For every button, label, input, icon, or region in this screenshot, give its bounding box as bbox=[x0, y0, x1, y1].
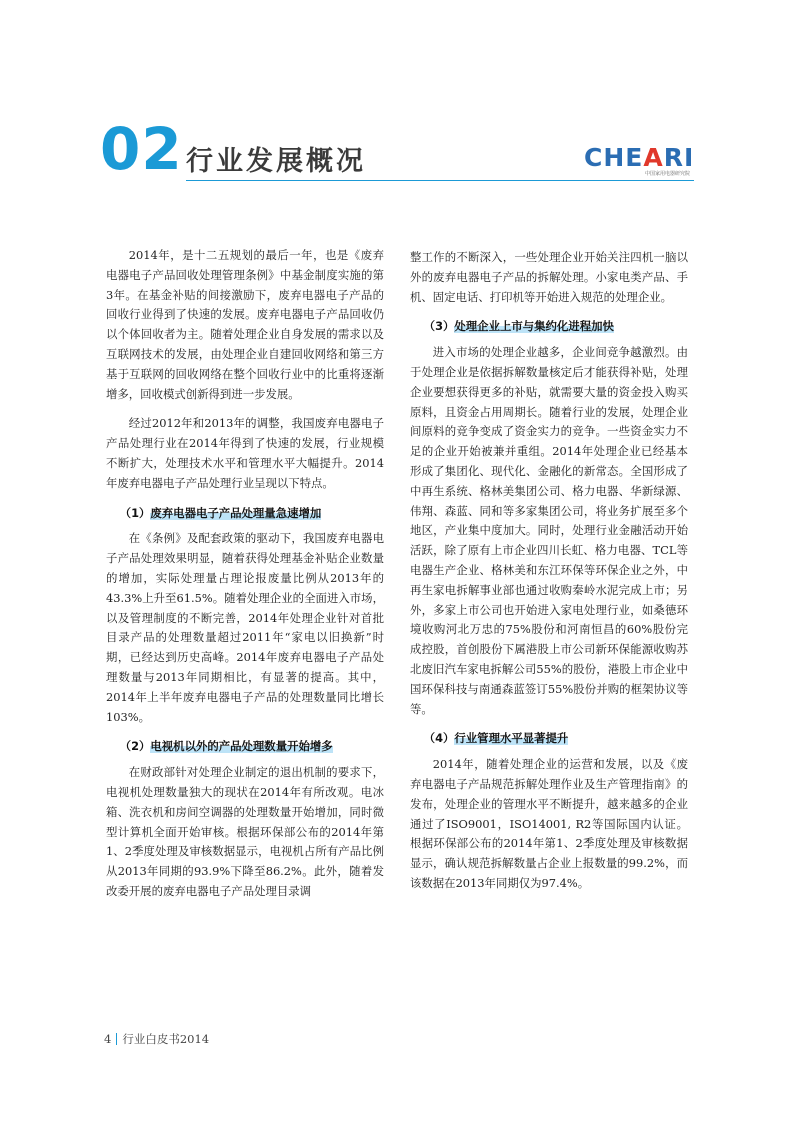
section-heading-2-text: 电视机以外的产品处理数量开始增多 bbox=[150, 739, 333, 754]
logo-wordmark bbox=[584, 145, 694, 171]
header-rule bbox=[186, 180, 694, 181]
section-heading-4 bbox=[410, 729, 688, 749]
right-paragraph-1: 整工作的不断深入，一些处理企业开始关注四机一脑以外的废弃电器电子产品的拆解处理。小家电类产品、手机、固定电话、打印机等开始进入规范的处理企业。 bbox=[410, 250, 688, 304]
section-heading-3 bbox=[410, 317, 688, 337]
cheari-logo bbox=[584, 145, 694, 179]
section-heading-1 bbox=[106, 504, 384, 524]
section-heading-4-number: （4） bbox=[423, 731, 455, 746]
section-heading-2-number: （2） bbox=[119, 739, 151, 754]
footer-separator bbox=[116, 1033, 117, 1045]
section-heading-1-number: （1） bbox=[119, 505, 151, 520]
section-heading-2 bbox=[106, 737, 384, 757]
publication-name: 行业白皮书2014 bbox=[122, 1032, 210, 1046]
section-heading-1-text: 废弃电器电子产品处理量急速增加 bbox=[150, 505, 322, 520]
section-heading-3-text: 处理企业上市与集约化进程加快 bbox=[454, 319, 614, 334]
chapter-title: 行业发展概况 bbox=[186, 146, 366, 177]
left-paragraph-3: 在《条例》及配套政策的驱动下，我国废弃电器电子产品处理效果明显，随着获得处理基金补贴企业数量的增加，实际处理量占理论报废量比例从2013年的43.3%上升至61.5%。随着处理企业的全面进入市场，以及管理制度的不断完善，2014年处理企业针对首批目录产品的处理数量超过2011年“家电以旧换新”时期，已经达到历史高峰。2014年废弃电器电子产品处理数量与2013年同期相比，有显著的提高。其中，2014年上半年废弃电器电子产品的处理数量同比增长103%。 bbox=[106, 531, 384, 724]
page-footer bbox=[104, 1032, 209, 1046]
left-paragraph-2: 经过2012年和2013年的调整，我国废弃电器电子产品处理行业在2014年得到了快速的发展，行业规模不断扩大，处理技术水平和管理水平大幅提升。2014年废弃电器电子产品处理行业呈现以下特点。 bbox=[106, 416, 384, 490]
left-column bbox=[106, 246, 384, 912]
page-number: 4 bbox=[104, 1032, 112, 1046]
left-paragraph-1: 2014年，是十二五规划的最后一年，也是《废弃电器电子产品回收处理管理条例》中基金制度实施的第3年。在基金补贴的间接激励下，废弃电器电子产品的回收行业得到了快速的发展。废弃电器电子产品回收仍以个体回收者为主。随着处理企业自身发展的需求以及互联网技术的发展，由处理企业自建回收网络和第三方基于互联网的回收网络在整个回收行业中的比重将逐渐增多，回收模式创新得到进一步发展。 bbox=[106, 248, 384, 401]
right-column bbox=[410, 248, 688, 904]
logo-main-a: CHE bbox=[584, 143, 644, 172]
logo-accent-letter: A bbox=[643, 143, 664, 172]
chapter-number: 02 bbox=[100, 115, 183, 183]
right-paragraph-3: 2014年，随着处理企业的运营和发展，以及《废弃电器电子产品规范拆解处理作业及生产管理指南》的发布，处理企业的管理水平不断提升，越来越多的企业通过了ISO9001，ISO14001, R2等国际国内认证。根据环保部公布的2014年第1、2季度处理及审核数据显示，确认规范拆解数量占企业上报数量的99.2%，而该数据在2013年同期仅为97.4%。 bbox=[410, 757, 688, 890]
logo-main-b: RI bbox=[663, 143, 695, 172]
right-paragraph-2: 进入市场的处理企业越多，企业间竞争越激烈。由于处理企业是依据拆解数量核定后才能获得补贴，处理企业要想获得更多的补贴，就需要大量的资金投入购买原料，且资金占用周期长。随着行业的发展，处理企业间原料的竞争变成了资金实力的竞争。一些资金实力不足的企业开始被兼并重组。2014年处理企业已经基本形成了集团化、现代化、金融化的新常态。全国形成了中再生系统、格林美集团公司、格力电器、华新绿源、伟翔、森蓝、同和等多家集团公司，将业务扩展至多个地区，产业集中度加大。同时，处理行业金融活动开始活跃，除了原有上市企业四川长虹、格力电器、TCL等电器生产企业、格林美和东江环保等环保企业之外，中再生家电拆解事业部也通过收购秦岭水泥完成上市；另外，多家上市公司也开始进入家电处理行业，如桑德环境收购河北万忠的75%股份和河南恒昌的60%股份完成控股，首创股份下属港股上市公司新环保能源收购苏北废旧汽车家电拆解公司55%的股份，港股上市企业中国环保科技与南通森蓝签订55%股份并购的框架协议等等。 bbox=[410, 345, 688, 716]
logo-subtitle: 中国家用电器研究院 bbox=[644, 171, 690, 177]
left-paragraph-4: 在财政部针对处理企业制定的退出机制的要求下，电视机处理数量独大的现状在2014年有所改观。电冰箱、洗衣机和房间空调器的处理数量开始增加，同时微型计算机全面开始审核。根据环保部公布的2014年第1、2季度处理及审核数据显示，电视机占所有产品比例从2013年同期的93.9%下降至86.2%。此外，随着发改委开展的废弃电器电子产品处理目录调 bbox=[106, 765, 384, 898]
section-heading-3-number: （3） bbox=[423, 319, 455, 334]
section-heading-4-text: 行业管理水平显著提升 bbox=[454, 731, 569, 746]
